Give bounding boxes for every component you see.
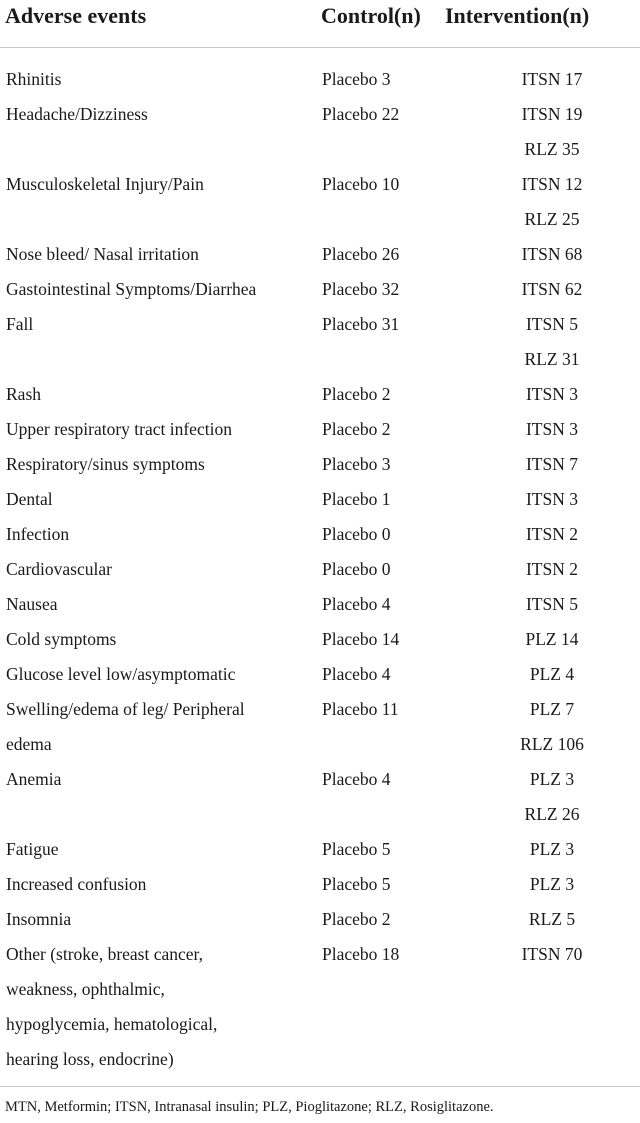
intervention-cell-text: ITSN 3 [525, 384, 578, 404]
event-cell [0, 902, 316, 937]
control-cell [316, 447, 458, 482]
control-cell [316, 657, 458, 692]
table-row [0, 447, 640, 482]
intervention-cell [458, 832, 640, 867]
event-cell-text: Nausea [6, 594, 58, 614]
intervention-cell [458, 937, 640, 1077]
intervention-cell [458, 412, 640, 447]
intervention-cell-text: ITSN 12 [521, 174, 583, 194]
event-cell [0, 762, 316, 832]
control-cell-text: Placebo 31 [322, 314, 400, 334]
intervention-cell [458, 62, 640, 97]
control-cell-text: Placebo 4 [322, 594, 391, 614]
event-cell-text: Gastointestinal Symptoms/Diarrhea [6, 279, 257, 299]
event-cell-text: Fatigue [6, 839, 59, 859]
table-row [0, 657, 640, 692]
event-cell [0, 517, 316, 552]
table-header [0, 0, 640, 48]
intervention-cell-text: RLZ 31 [524, 349, 580, 369]
table-row [0, 867, 640, 902]
event-cell-text: Anemia [6, 769, 62, 789]
intervention-cell [458, 237, 640, 272]
control-cell-text: Placebo 3 [322, 454, 391, 474]
control-cell [316, 62, 458, 97]
table-row [0, 62, 640, 97]
table-row [0, 517, 640, 552]
event-cell [0, 657, 316, 692]
intervention-cell [458, 482, 640, 517]
intervention-cell [458, 622, 640, 657]
event-cell-text: hearing loss, endocrine) [6, 1049, 174, 1069]
intervention-cell [458, 692, 640, 762]
table-footnote: MTN, Metformin; ITSN, Intranasal insulin; PLZ, Pioglitazone; RLZ, Rosiglitazone. [5, 1099, 494, 1115]
event-cell [0, 832, 316, 867]
event-cell [0, 97, 316, 167]
intervention-cell-text: ITSN 2 [525, 559, 578, 579]
header-control: Control(n) [321, 3, 421, 28]
table-row [0, 482, 640, 517]
event-cell-text: Cardiovascular [6, 559, 112, 579]
control-cell-text: Placebo 0 [322, 524, 391, 544]
table-row [0, 552, 640, 587]
event-cell-text: Upper respiratory tract infection [6, 419, 232, 439]
event-cell-text: edema [6, 734, 52, 754]
intervention-cell-text: ITSN 68 [521, 244, 583, 264]
event-cell [0, 867, 316, 902]
intervention-cell-text: PLZ 7 [529, 699, 575, 719]
control-cell-text: Placebo 2 [322, 909, 391, 929]
table-row [0, 622, 640, 657]
intervention-cell-text: PLZ 3 [529, 839, 575, 859]
table-row [0, 762, 640, 832]
control-cell [316, 902, 458, 937]
intervention-cell [458, 307, 640, 377]
control-cell-text: Placebo 32 [322, 279, 400, 299]
event-cell [0, 237, 316, 272]
event-cell-text: Dental [6, 489, 53, 509]
header-intervention: Intervention(n) [445, 3, 590, 28]
table-row [0, 587, 640, 622]
control-cell [316, 622, 458, 657]
event-cell-text: Rhinitis [6, 69, 62, 89]
intervention-cell-text: RLZ 106 [520, 734, 584, 754]
control-cell [316, 762, 458, 832]
intervention-cell-text: PLZ 3 [529, 769, 575, 789]
control-cell-text: Placebo 26 [322, 244, 400, 264]
control-cell [316, 517, 458, 552]
event-cell-text: Fall [6, 314, 34, 334]
control-cell [316, 937, 458, 1077]
table-row [0, 272, 640, 307]
intervention-cell-text: RLZ 35 [524, 139, 580, 159]
intervention-cell-text: ITSN 3 [525, 419, 578, 439]
table-row [0, 832, 640, 867]
event-cell-text: Nose bleed/ Nasal irritation [6, 244, 199, 264]
event-cell [0, 62, 316, 97]
table-row [0, 902, 640, 937]
event-cell-text: Insomnia [6, 909, 72, 929]
intervention-cell-text: ITSN 19 [521, 104, 583, 124]
event-cell [0, 622, 316, 657]
control-cell-text: Placebo 2 [322, 384, 391, 404]
event-cell [0, 587, 316, 622]
event-cell [0, 272, 316, 307]
event-cell [0, 552, 316, 587]
control-cell [316, 272, 458, 307]
control-cell [316, 692, 458, 762]
event-cell-text: Increased confusion [6, 874, 147, 894]
intervention-cell [458, 447, 640, 482]
control-cell-text: Placebo 10 [322, 174, 400, 194]
control-cell-text: Placebo 11 [322, 699, 399, 719]
event-cell [0, 482, 316, 517]
intervention-cell-text: ITSN 17 [521, 69, 583, 89]
intervention-cell-text: RLZ 5 [528, 909, 576, 929]
intervention-cell-text: RLZ 26 [524, 804, 580, 824]
event-cell-text: Rash [6, 384, 41, 404]
table-row [0, 237, 640, 272]
intervention-cell [458, 902, 640, 937]
intervention-cell [458, 377, 640, 412]
intervention-cell [458, 97, 640, 167]
header-adverse-events: Adverse events [5, 3, 147, 28]
table-row [0, 692, 640, 762]
event-cell-text: weakness, ophthalmic, [6, 979, 165, 999]
control-cell-text: Placebo 14 [322, 629, 400, 649]
control-cell-text: Placebo 3 [322, 69, 391, 89]
intervention-cell-text: ITSN 5 [525, 314, 578, 334]
table-row [0, 307, 640, 377]
intervention-cell [458, 762, 640, 832]
control-cell-text: Placebo 0 [322, 559, 391, 579]
control-cell-text: Placebo 1 [322, 489, 391, 509]
table-row [0, 97, 640, 167]
intervention-cell-text: PLZ 14 [525, 629, 579, 649]
event-cell-text: Other (stroke, breast cancer, [6, 944, 204, 964]
event-cell [0, 307, 316, 377]
event-cell [0, 167, 316, 237]
intervention-cell-text: ITSN 7 [525, 454, 578, 474]
event-cell [0, 412, 316, 447]
control-cell [316, 867, 458, 902]
control-cell [316, 587, 458, 622]
intervention-cell [458, 167, 640, 237]
intervention-cell [458, 587, 640, 622]
intervention-cell-text: ITSN 3 [525, 489, 578, 509]
control-cell-text: Placebo 4 [322, 664, 391, 684]
intervention-cell [458, 867, 640, 902]
event-cell [0, 937, 316, 1077]
control-cell-text: Placebo 5 [322, 874, 391, 894]
control-cell-text: Placebo 4 [322, 769, 391, 789]
footnote-divider [0, 1086, 640, 1087]
control-cell [316, 412, 458, 447]
control-cell [316, 552, 458, 587]
table-row [0, 412, 640, 447]
control-cell [316, 237, 458, 272]
event-cell-text: Swelling/edema of leg/ Peripheral [6, 699, 245, 719]
event-cell-text: Glucose level low/asymptomatic [6, 664, 236, 684]
control-cell [316, 377, 458, 412]
control-cell-text: Placebo 18 [322, 944, 400, 964]
control-cell [316, 97, 458, 167]
event-cell-text: Cold symptoms [6, 629, 117, 649]
table-row [0, 167, 640, 237]
control-cell-text: Placebo 5 [322, 839, 391, 859]
intervention-cell-text: PLZ 3 [529, 874, 575, 894]
event-cell-text: Headache/Dizziness [6, 104, 148, 124]
intervention-cell-text: PLZ 4 [529, 664, 575, 684]
intervention-cell-text: ITSN 5 [525, 594, 578, 614]
event-cell [0, 377, 316, 412]
intervention-cell-text: ITSN 2 [525, 524, 578, 544]
control-cell [316, 167, 458, 237]
table-body [0, 62, 640, 1077]
event-cell [0, 447, 316, 482]
intervention-cell [458, 552, 640, 587]
table-row [0, 377, 640, 412]
table-row [0, 937, 640, 1077]
control-cell [316, 307, 458, 377]
intervention-cell [458, 517, 640, 552]
control-cell [316, 482, 458, 517]
event-cell [0, 692, 316, 762]
control-cell [316, 832, 458, 867]
intervention-cell-text: RLZ 25 [524, 209, 580, 229]
intervention-cell-text: ITSN 62 [521, 279, 583, 299]
event-cell-text: hypoglycemia, hematological, [6, 1014, 218, 1034]
intervention-cell-text: ITSN 70 [521, 944, 583, 964]
event-cell-text: Musculoskeletal Injury/Pain [6, 174, 204, 194]
control-cell-text: Placebo 2 [322, 419, 391, 439]
control-cell-text: Placebo 22 [322, 104, 400, 124]
intervention-cell [458, 657, 640, 692]
event-cell-text: Infection [6, 524, 70, 544]
intervention-cell [458, 272, 640, 307]
event-cell-text: Respiratory/sinus symptoms [6, 454, 205, 474]
